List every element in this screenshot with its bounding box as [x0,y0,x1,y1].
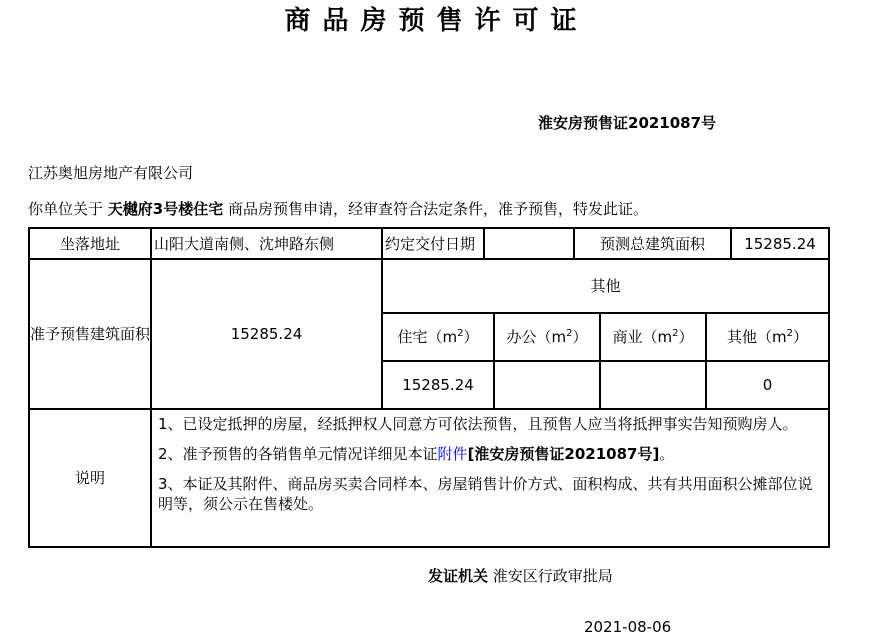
project-name: 天樾府3号楼住宅 [107,200,224,218]
column-header-commercial: 商业$(m^2)$ [600,313,706,361]
note-1: 1、已设定抵押的房屋，经抵押权人同意方可依法预售，且预售人应当将抵押事实告知预购房人。 [158,415,798,433]
table-row-area [29,259,829,409]
presale-area-label: 准予预售建筑面积 [29,259,151,409]
location-value: 山阳大道南侧、沈坤路东侧 [151,228,382,259]
page-title: 商品房预售许可证 [284,6,589,36]
intro-prefix: 你单位关于 [28,200,104,218]
total-area-label: 预测总建筑面积 [574,228,731,259]
location-label: 坐落地址 [29,228,151,259]
intro-suffix: 商品房预售申请，经审查符合法定条件，准予预售，特发此证。 [228,200,649,218]
intro-text [28,199,648,219]
certificate-table [28,227,830,548]
notes-label: 说明 [29,409,151,547]
attachment-cert-number: [淮安房预售证2021087号] [467,445,660,463]
presale-area-value: 15285.24 [151,259,382,409]
note-2: 2、准予预售的各销售单元情况详细见本证附件[淮安房预售证2021087号]。 [158,445,675,463]
issuer-value: 淮安区行政审批局 [492,567,613,585]
issuer-label: 发证机关 [428,567,489,585]
column-header-office: 办公$(m^2)$ [494,313,600,361]
table-row-location [29,228,829,259]
office-area-value [494,361,600,408]
column-header-residential: 住宅$(m^2)$ [383,313,494,361]
table-row-notes [29,409,829,547]
notes-content [151,409,829,547]
residential-area-value: 15285.24 [383,361,494,408]
other-area-value: 0 [762,376,773,394]
issue-date: 2021-08-06 [584,618,672,636]
total-area-value: 15285.24 [731,228,829,259]
attachment-link[interactable]: 附件 [437,445,468,463]
note-3: 3、本证及其附件、商品房买卖合同样本、房屋销售计价方式、面积构成、共有共用面积公摊部位说明等，须公示在售楼处。 [158,475,813,513]
issuing-authority [428,566,613,586]
company-name: 江苏奥旭房地产有限公司 [28,164,194,182]
column-header-other: 其他$(m^2)$ [706,313,828,361]
other-header: 其他 [383,260,828,313]
certificate-number: 淮安房预售证2021087号 [538,114,717,132]
delivery-date-label: 约定交付日期 [382,228,484,259]
usage-breakdown-table [383,260,828,408]
delivery-date-value [484,228,574,259]
commercial-area-value [600,361,706,408]
